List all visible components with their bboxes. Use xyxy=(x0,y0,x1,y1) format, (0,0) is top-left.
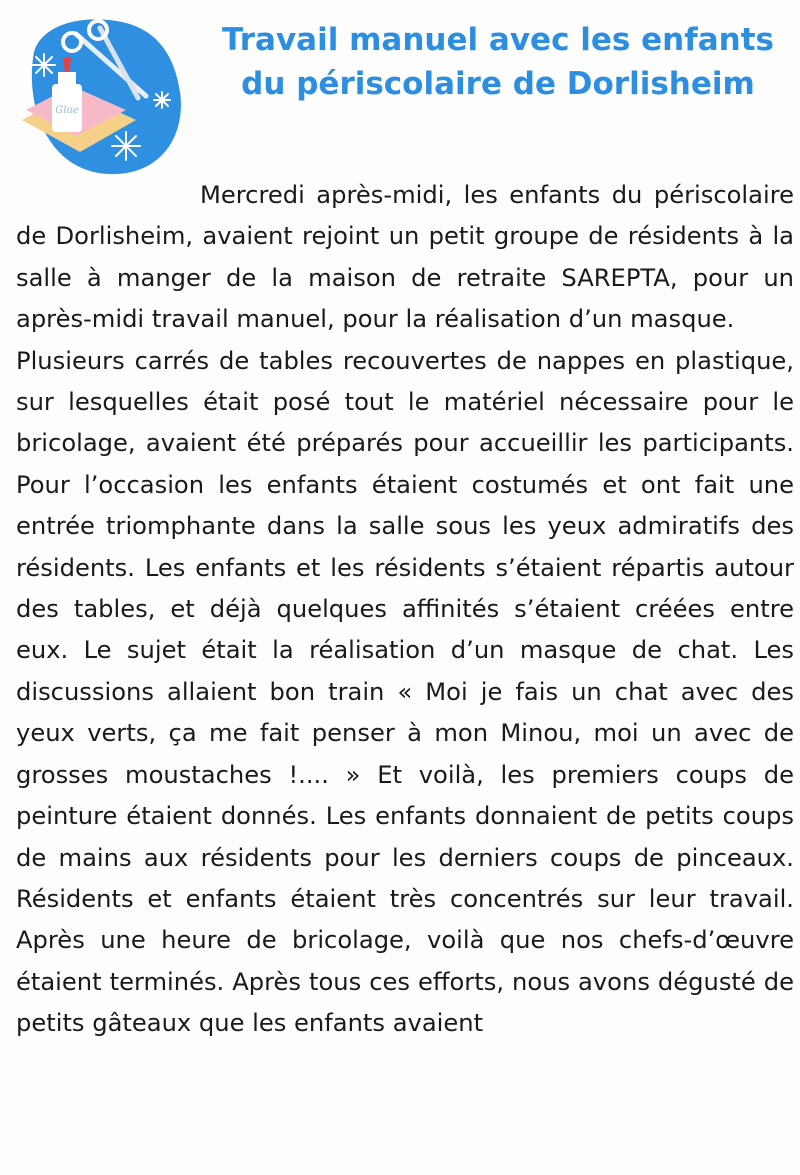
paragraph-2: Plusieurs carrés de tables recouvertes de nappes en plastique, sur lesquelles était posé tout le matériel nécessaire pour le bricolage, avaient été préparés pour accueillir les participants. Pour l’occasion les enfants étaient costumés et ont fait une entrée triomphante dans la salle sous les yeux admiratifs des résidents. Les enfants et les résidents s’étaient répartis autour des tables, et déjà quelques affinités s’étaient créées entre eux. Le sujet était la réalisation d’un masque de chat. Les discussions allaient bon train « Moi je fais un chat avec des yeux verts, ça me fait penser à mon Minou, moi un avec de grosses moustaches !.... » Et voilà, les premiers coups de peinture étaient donnés. Les enfants donnaient de petits coups de mains aux résidents pour les derniers coups de pinceaux. Résidents et enfants étaient très concentrés sur leur travail. Après une heure de bricolage, voilà que nos chefs-d’œuvre étaient terminés. Après tous ces efforts, nous avons dégusté de petits gâteaux que les enfants avaient xyxy=(16,346,794,1038)
title-line-2: du périscolaire de Dorlisheim xyxy=(241,66,755,102)
craft-supplies-icon xyxy=(14,12,186,182)
article-body xyxy=(16,175,794,1045)
glue-label: Glue xyxy=(55,105,79,116)
paragraph-1: Mercredi après-midi, les enfants du périscolaire de Dorlisheim, avaient rejoint un petit groupe de résidents à la salle à manger de la maison de retraite SAREPTA, pour un après-midi travail manuel, pour la réalisation d’un masque. xyxy=(16,181,794,334)
title-line-1: Travail manuel avec les enfants xyxy=(222,22,774,58)
page-title xyxy=(196,18,800,106)
